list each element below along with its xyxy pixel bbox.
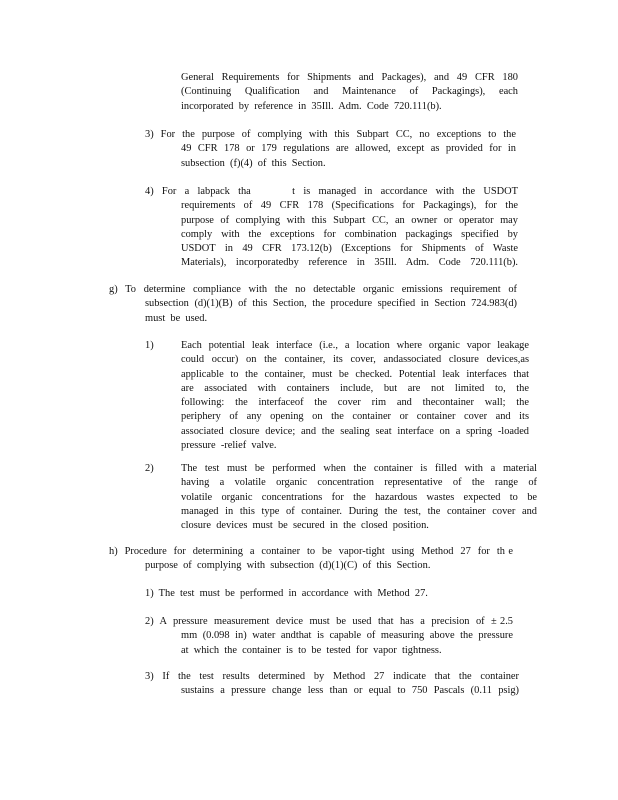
- text-line: sustains a pressure change less than or equal to 750 Pascals (0.11 psig): [181, 685, 519, 697]
- text-line: 49 CFR 178 or 179 regulations are allowed, except as provided for in: [181, 143, 516, 155]
- text-line: 1) The test must be performed in accordance with Method 27.: [145, 588, 428, 599]
- text-line: 3) If the test results determined by Method 27 indicate that the container: [145, 671, 519, 682]
- text-line: periphery of any opening on the container or container cover and its: [181, 411, 529, 423]
- text-line: managed in this type of container. During the test, the container cover and: [181, 505, 537, 517]
- item-number: 1): [145, 340, 154, 351]
- subsection-h2: [145, 615, 513, 658]
- text-line: incorporated by reference in 35Ill. Adm. Code 720.111(b).: [181, 100, 442, 112]
- text-line: subsection (d)(1)(B) of this Section, the procedure specified in Section 724.983(d): [145, 298, 517, 310]
- subsection-h: [109, 545, 513, 574]
- text-line: associated closure device; and the sealing seat interface on a spring -loaded: [181, 425, 529, 437]
- subsection-h3: [145, 670, 519, 699]
- subsection-g2: [181, 462, 537, 533]
- text-line: pressure -relief valve.: [181, 440, 277, 452]
- subsection-f4: [145, 185, 518, 271]
- text-line: General Requirements for Shipments and Packages), and 49 CFR 180: [181, 72, 518, 83]
- paragraph-continuation: [181, 71, 518, 114]
- text-line: closure devices must be secured in the closed position.: [181, 520, 429, 532]
- text-line: 4) For a labpack tha t is managed in accordance with the USDOT: [145, 186, 518, 197]
- text-line: mm (0.098 in) water andthat is capable of measuring above the pressure: [181, 630, 513, 642]
- text-line: g) To determine compliance with the no detectable organic emissions requirement of: [109, 284, 517, 295]
- subsection-g: [109, 283, 517, 326]
- text-line: purpose of complying with subsection (d)(1)(C) of this Section.: [145, 560, 431, 572]
- text-line: 2) A pressure measurement device must be used that has a precision of ± 2.5: [145, 616, 513, 627]
- text-line: at which the container is to be tested for vapor tightness.: [181, 644, 442, 656]
- text-line: applicable to the container, must be checked. Potential leak interfaces that: [181, 368, 529, 380]
- text-line: having a volatile organic concentration representative of the range of: [181, 477, 537, 489]
- text-line: The test must be performed when the container is filled with a material: [181, 463, 537, 474]
- text-line: Each potential leak interface (i.e., a location where organic vapor leakage: [181, 340, 529, 351]
- text-line: USDOT in 49 CFR 173.12(b) (Exceptions for Shipments of Waste: [181, 243, 518, 255]
- text-line: (Continuing Qualification and Maintenance of Packagings), each: [181, 86, 518, 98]
- subsection-f3: [145, 128, 516, 171]
- subsection-h1: [145, 587, 485, 601]
- text-line: comply with the exceptions for combination packagings specified by: [181, 228, 518, 240]
- text-line: are associated with containers include, but are not limited to, the: [181, 382, 529, 394]
- text-line: could occur) on the container, its cover, andassociated closure devices,as: [181, 354, 529, 366]
- text-line: following: the interfaceof the cover rim and thecontainer wall; the: [181, 397, 529, 409]
- item-number: 2): [145, 463, 154, 474]
- text-line: 3) For the purpose of complying with this Subpart CC, no exceptions to the: [145, 129, 516, 140]
- text-line: h) Procedure for determining a container to be vapor-tight using Method 27 for th e: [109, 546, 513, 557]
- text-line: volatile organic concentrations for the hazardous wastes expected to be: [181, 491, 537, 503]
- text-line: subsection (f)(4) of this Section.: [181, 157, 326, 169]
- text-line: purpose of complying with this Subpart CC, an owner or operator may: [181, 214, 518, 226]
- text-line: must be used.: [145, 312, 208, 324]
- subsection-g1: [181, 339, 529, 453]
- text-line: requirements of 49 CFR 178 (Specifications for Packagings), for the: [181, 200, 518, 212]
- text-line: Materials), incorporatedby reference in 35Ill. Adm. Code 720.111(b).: [181, 257, 518, 269]
